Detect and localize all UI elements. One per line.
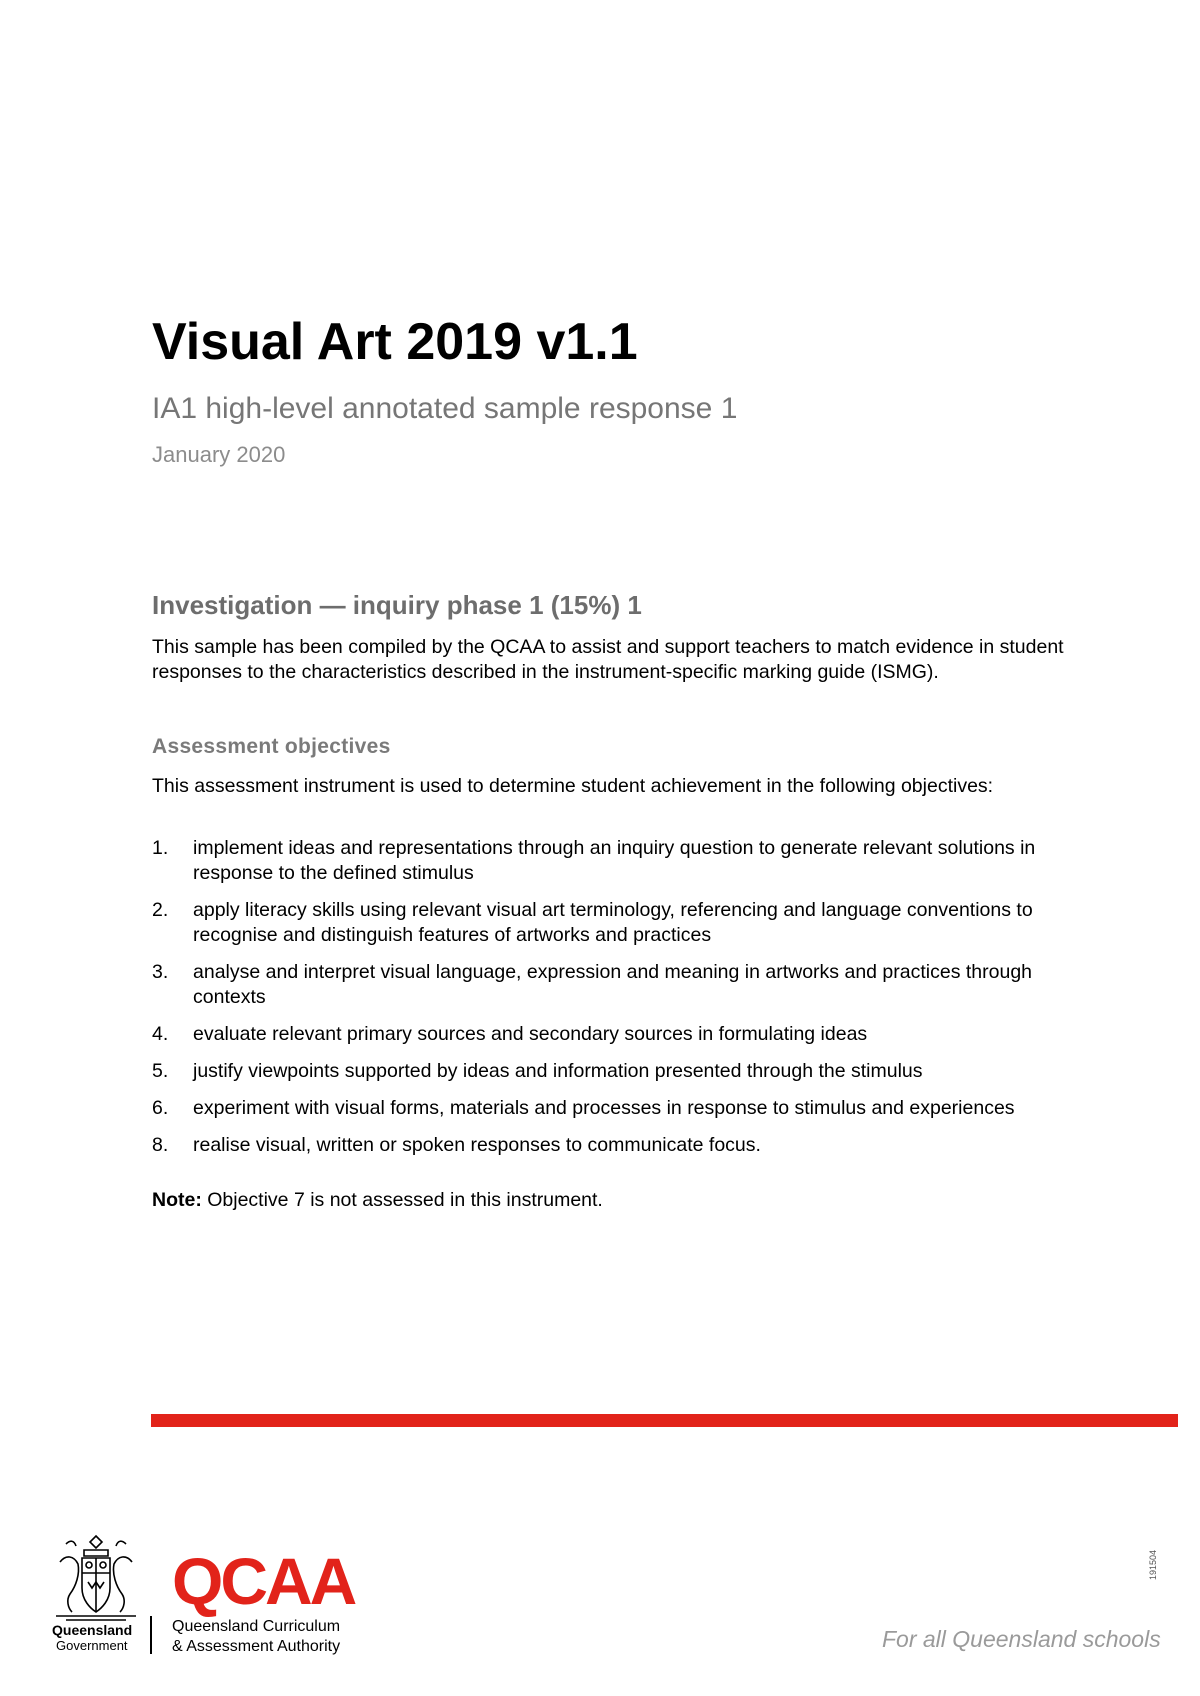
objective-number: 5.: [152, 1060, 169, 1082]
objective-text: realise visual, written or spoken responses to communicate focus.: [193, 1134, 761, 1156]
qcaa-logo: QCAA: [172, 1544, 355, 1618]
objective-text: evaluate relevant primary sources and secondary sources in formulating ideas: [193, 1023, 868, 1045]
document-title: Visual Art 2019 v1.1: [152, 313, 638, 371]
government-wordmark: Government: [56, 1638, 128, 1653]
objective-text: experiment with visual forms, materials and processes in response to stimulus and experiences: [193, 1097, 1015, 1119]
objective-item: [152, 1133, 1072, 1158]
objective-text: analyse and interpret visual language, expression and meaning in artworks and practices through contexts: [193, 961, 1033, 1008]
footer-tagline: For all Queensland schools: [882, 1626, 1161, 1652]
objective-text: apply literacy skills using relevant visual art terminology, referencing and language conventions to recognise and distinguish features of artworks and practices: [193, 899, 1033, 946]
document-date: January 2020: [152, 442, 286, 467]
objective-number: 1.: [152, 837, 169, 859]
objective-item: [152, 1096, 1072, 1121]
document-number: 191504: [1148, 1549, 1158, 1580]
objectives-heading: Assessment objectives: [152, 735, 391, 758]
objective-number: 8.: [152, 1134, 169, 1156]
objective-text: justify viewpoints supported by ideas and information presented through the stimulus: [193, 1060, 923, 1082]
note-label: Note:: [152, 1189, 202, 1211]
objectives-note: [152, 1188, 603, 1213]
section-heading: Investigation — inquiry phase 1 (15%) 1: [152, 590, 642, 620]
objective-number: 2.: [152, 899, 169, 921]
logo-divider: [150, 1616, 152, 1654]
objective-item: [152, 898, 1072, 948]
objective-item: [152, 960, 1072, 1010]
objective-item: [152, 1022, 1072, 1047]
note-text: Objective 7 is not assessed in this instrument.: [201, 1189, 603, 1211]
section-intro: This sample has been compiled by the QCAA to assist and support teachers to match evidence in student responses to the characteristics described in the instrument-specific marking guide (ISMG).: [152, 636, 1064, 683]
objective-text: implement ideas and representations through an inquiry question to generate relevant solutions in response to the defined stimulus: [193, 837, 1036, 884]
objective-number: 3.: [152, 961, 169, 983]
objective-number: 4.: [152, 1023, 169, 1045]
queensland-wordmark: Queensland: [52, 1622, 133, 1638]
footer-divider-bar: [151, 1414, 1178, 1427]
qcaa-name-line1: Queensland Curriculum: [172, 1618, 341, 1635]
qcaa-name-line2: & Assessment Authority: [172, 1638, 341, 1655]
objective-number: 6.: [152, 1097, 169, 1119]
objectives-list: [152, 836, 1072, 1170]
objective-item: [152, 836, 1072, 886]
document-subtitle: IA1 high-level annotated sample response 1: [152, 392, 738, 425]
queensland-coat-of-arms-icon: [46, 1532, 146, 1627]
objective-item: [152, 1059, 1072, 1084]
objectives-intro: This assessment instrument is used to determine student achievement in the following objectives:: [152, 775, 994, 797]
